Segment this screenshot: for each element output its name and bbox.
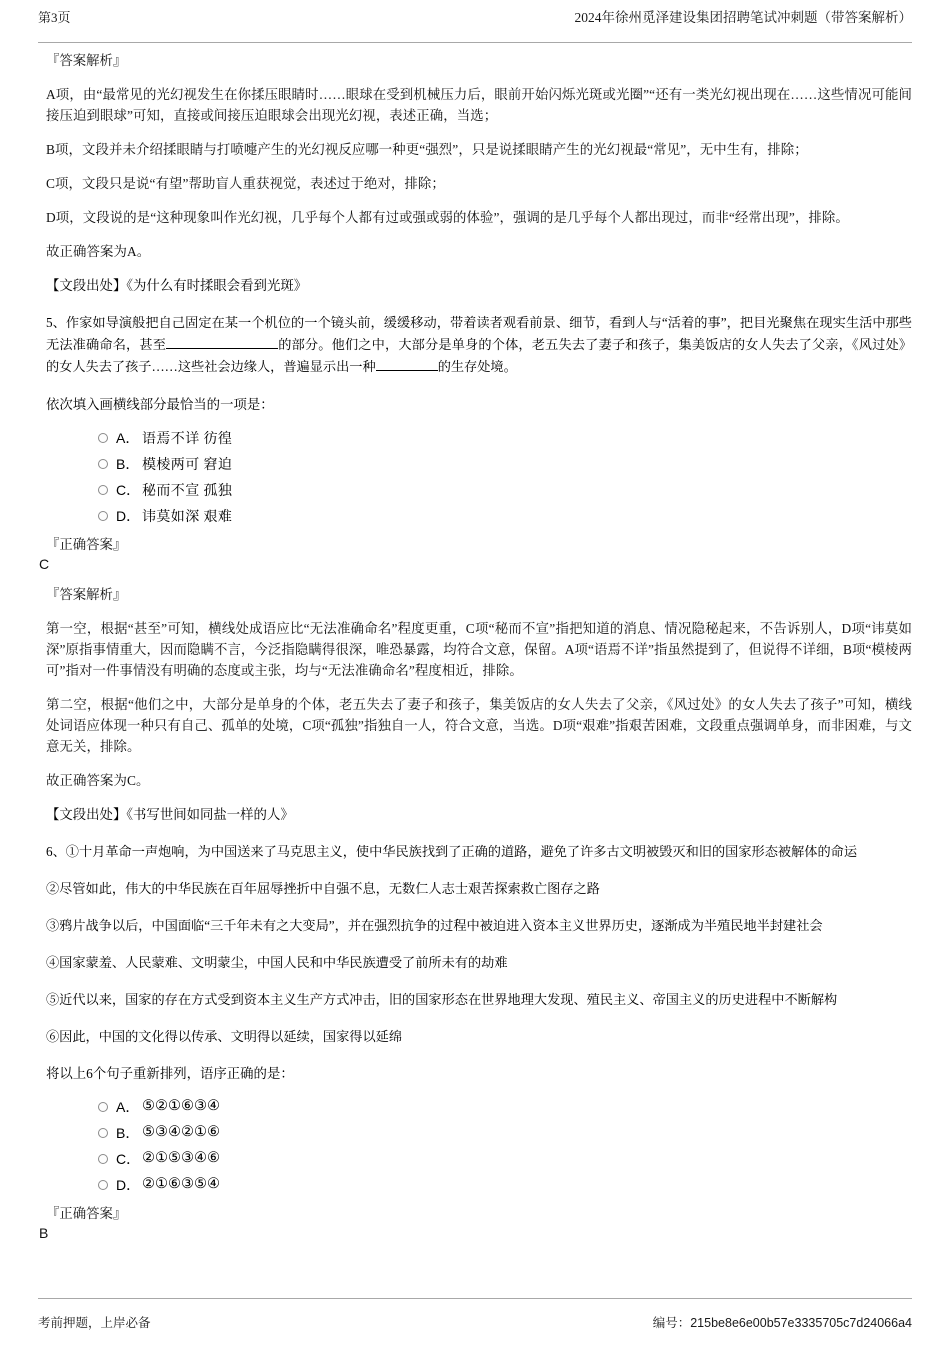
q5-options bbox=[46, 425, 912, 528]
q5-stem-part2: 的部分。他们之中，大部分是单身的个体，老五失去了妻子和孩子，集美饭店的女人失去了父亲，《风过处》的女人失去了孩子……这些社会边缘人，普遍显示出一种 bbox=[46, 337, 912, 374]
radio-icon[interactable] bbox=[98, 1102, 108, 1112]
q6-sentence-3: ③鸦片战争以后，中国面临“三千年未有之大变局”，并在强烈抗争的过程中被迫进入资本主义世界历史，逐渐成为半殖民地半封建社会 bbox=[46, 918, 823, 933]
q5-option-a-letter: A． bbox=[116, 429, 140, 446]
footer-slogan: 考前押题，上岸必备 bbox=[38, 1316, 151, 1330]
footer-code-value: 215be8e6e00b57e3335705c7d24066a4 bbox=[690, 1316, 912, 1330]
radio-icon[interactable] bbox=[98, 433, 108, 443]
q6-sentence-5: ⑤近代以来，国家的存在方式受到资本主义生产方式冲击，旧的国家形态在世界地理大发现、殖民主义、帝国主义的历史进程中不断解构 bbox=[46, 992, 838, 1007]
q4-source-label: 【文段出处】 bbox=[46, 278, 127, 293]
document-body bbox=[39, 46, 912, 1253]
footer-code bbox=[653, 1313, 912, 1331]
q5-option-a-text: 语焉不详 彷徨 bbox=[142, 431, 233, 447]
page-number-label: 第3页 bbox=[38, 10, 71, 25]
q4-conclusion: 故正确答案为A。 bbox=[46, 244, 151, 259]
radio-icon[interactable] bbox=[98, 1180, 108, 1190]
q5-stem bbox=[46, 312, 912, 378]
q5-prompt: 依次填入画横线部分最恰当的一项是： bbox=[46, 397, 274, 412]
q6-option-b[interactable] bbox=[98, 1120, 912, 1145]
correct-answer-label-q5: 『正确答案』 bbox=[46, 537, 127, 552]
q5-option-b[interactable] bbox=[98, 451, 912, 476]
q6-option-b-text: ⑤③④②①⑥ bbox=[142, 1124, 220, 1140]
q5-blank-1 bbox=[166, 348, 278, 349]
q6-sentence-6: ⑥因此，中国的文化得以传承、文明得以延续，国家得以延绵 bbox=[46, 1029, 403, 1044]
q5-analysis-p1: 第一空，根据“甚至”可知，横线处成语应比“无法准确命名”程度更重，C项“秘而不宣”指把知道的消息、情况隐秘起来，不告诉别人，D项“讳莫如深”原指事情重大，因而隐瞒不言，今泛指隐瞒得很深，唯恐暴露，均符合文意，保留。A项“语焉不详”指虽然提到了，但说得不详细，B项“模棱两可”指对一件事情没有明确的态度或主张，均与“无法准确命名”程度相近，排除。 bbox=[46, 621, 912, 678]
q5-blank-2 bbox=[376, 370, 438, 371]
q6-options bbox=[46, 1094, 912, 1197]
q4-analysis-option-b: B项，文段并未介绍揉眼睛与打喷嚏产生的光幻视反应哪一种更“强烈”，只是说揉眼睛产生的光幻视最“常见”，无中生有，排除； bbox=[46, 142, 808, 157]
q5-option-b-letter: B． bbox=[116, 455, 140, 472]
page-header bbox=[38, 10, 912, 43]
q4-source bbox=[46, 275, 912, 296]
q4-analysis-option-a: A项，由“最常见的光幻视发生在你揉压眼睛时……眼球在受到机械压力后，眼前开始闪烁光斑或光圈”“还有一类光幻视出现在……这些情况可能间接压迫到眼球”可知，直接或间接压迫眼球会出现光幻视，表述正确，当选； bbox=[46, 87, 912, 123]
q5-option-d-text: 讳莫如深 艰难 bbox=[142, 509, 233, 525]
correct-answer-label-q6: 『正确答案』 bbox=[46, 1206, 127, 1221]
analysis-label-q4: 『答案解析』 bbox=[46, 53, 127, 68]
q5-option-d[interactable] bbox=[98, 503, 912, 528]
q5-analysis-p2: 第二空，根据“他们之中，大部分是单身的个体，老五失去了妻子和孩子，集美饭店的女人失去了父亲，《风过处》的女人失去了孩子”可知，横线处词语应体现一种只有自己、孤单的处境，C项“孤独”指独自一人，符合文意，当选。D项“艰难”指艰苦困难，文段重点强调单身，而非困难，与文意无关，排除。 bbox=[46, 697, 912, 754]
q6-prompt: 将以上6个句子重新排列，语序正确的是： bbox=[46, 1066, 294, 1081]
q6-option-d-text: ②①⑥③⑤④ bbox=[142, 1176, 220, 1192]
q4-analysis-option-c: C项，文段只是说“有望”帮助盲人重获视觉，表述过于绝对，排除； bbox=[46, 176, 445, 191]
q6-option-a-text: ⑤②①⑥③④ bbox=[142, 1098, 220, 1114]
q5-option-d-letter: D． bbox=[116, 507, 141, 524]
q5-option-a[interactable] bbox=[98, 425, 912, 450]
q6-option-a-letter: A． bbox=[116, 1098, 140, 1115]
q6-answer-value: B bbox=[39, 1225, 49, 1241]
radio-icon[interactable] bbox=[98, 1154, 108, 1164]
q5-conclusion: 故正确答案为C。 bbox=[46, 773, 150, 788]
radio-icon[interactable] bbox=[98, 511, 108, 521]
q6-sentence-2: ②尽管如此，伟大的中华民族在百年屈辱挫折中自强不息，无数仁人志士艰苦探索救亡图存之路 bbox=[46, 881, 600, 896]
radio-icon[interactable] bbox=[98, 459, 108, 469]
q5-stem-part3: 的生存处境。 bbox=[437, 359, 517, 374]
q6-sentence-1: 6、①十月革命一声炮响，为中国送来了马克思主义，使中华民族找到了正确的道路，避免了许多古文明被毁灭和旧的国家形态被解体的命运 bbox=[46, 844, 858, 859]
q6-option-c[interactable] bbox=[98, 1146, 912, 1171]
q5-option-c-letter: C． bbox=[116, 481, 141, 498]
q5-source-title: 《书写世间如同盐一样的人》 bbox=[126, 807, 294, 822]
q5-source-label: 【文段出处】 bbox=[46, 807, 127, 822]
radio-icon[interactable] bbox=[98, 1128, 108, 1138]
q5-option-c[interactable] bbox=[98, 477, 912, 502]
q5-stem-part1: 5、作家如导演般把自己固定在某一个机位的一个镜头前，缓缓移动，带着读者观看前景、细节，看到人与“活着的事”，把目光聚焦在现实生活中那些无法准确命名，甚至 bbox=[46, 315, 912, 352]
q6-sentence-4: ④国家蒙羞、人民蒙难、文明蒙尘，中国人民和中华民族遭受了前所未有的劫难 bbox=[46, 955, 508, 970]
analysis-label-q5: 『答案解析』 bbox=[46, 587, 127, 602]
q6-option-b-letter: B． bbox=[116, 1124, 140, 1141]
q5-option-c-text: 秘而不宣 孤独 bbox=[142, 483, 233, 499]
q4-analysis-option-d: D项，文段说的是“这种现象叫作光幻视，几乎每个人都有过或强或弱的体验”，强调的是几乎每个人都出现过，而非“经常出现”，排除。 bbox=[46, 210, 849, 225]
q6-option-d-letter: D． bbox=[116, 1176, 141, 1193]
radio-icon[interactable] bbox=[98, 485, 108, 495]
q4-source-title: 《为什么有时揉眼会看到光斑》 bbox=[126, 278, 308, 293]
q5-source bbox=[46, 804, 912, 825]
q5-answer-value: C bbox=[39, 556, 50, 572]
q6-option-c-text: ②①⑤③④⑥ bbox=[142, 1150, 220, 1166]
footer-code-label: 编号： bbox=[652, 1316, 691, 1330]
page-footer bbox=[38, 1298, 912, 1331]
q6-option-a[interactable] bbox=[98, 1094, 912, 1119]
document-title: 2024年徐州觅泽建设集团招聘笔试冲刺题（带答案解析） bbox=[574, 10, 912, 25]
q6-option-d[interactable] bbox=[98, 1172, 912, 1197]
q5-option-b-text: 模棱两可 窘迫 bbox=[142, 457, 233, 473]
q6-option-c-letter: C． bbox=[116, 1150, 141, 1167]
